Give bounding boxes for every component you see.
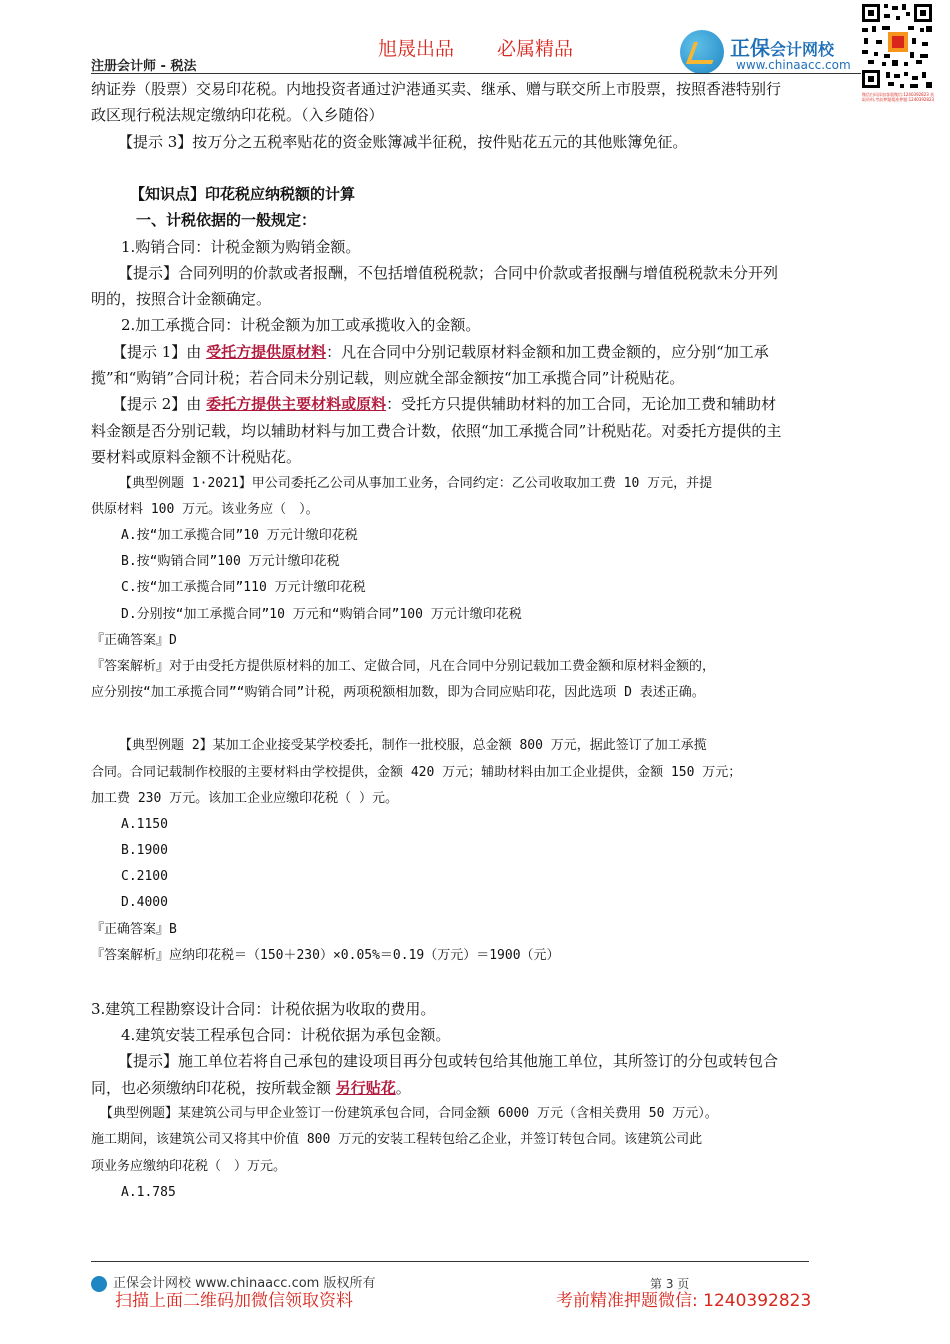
example-question: 项业务应缴纳印花税（ ）万元。 <box>91 1159 287 1174</box>
text-line: 4.建筑安装工程承包合同：计税依据为承包金额。 <box>121 1026 451 1044</box>
example-question: 供原材料 100 万元。该业务应（ ）。 <box>91 502 319 517</box>
text-line: 【提示 1】由 受托方提供原材料：凡在合同中分别记载原材料金额和加工费金额的，应分别“加工承 <box>112 343 769 361</box>
text-line: 2.加工承揽合同：计税金额为加工或承揽收入的金额。 <box>121 316 481 334</box>
header-brand-left: 旭晟出品 <box>378 38 455 60</box>
header-divider <box>91 73 861 74</box>
correct-answer: 『正确答案』B <box>91 922 177 937</box>
highlight-text: 委托方提供主要材料或原料 <box>206 395 387 413</box>
answer-analysis: 『答案解析』应纳印花税＝（150＋230）×0.05%＝0.19（万元）＝1900（元） <box>91 948 560 963</box>
logo-name-sub: 会计网校 <box>770 40 835 59</box>
option-b: B.1900 <box>121 843 168 858</box>
text-line: 纳证券（股票）交易印花税。内地投资者通过沪港通买卖、继承、赠与联交所上市股票，按照香港特别行 <box>91 80 782 98</box>
option-a: A.1150 <box>121 817 168 832</box>
text-line: 料金额是否分别记载，均以辅助材料与加工费合计数，依照“加工承揽合同”计税贴花。对委托方提供的主 <box>91 422 782 440</box>
text-line: 【提示 3】按万分之五税率贴花的资金账簿减半征税，按件贴花五元的其他账簿免征。 <box>118 133 688 151</box>
option-a: A.1.785 <box>121 1185 176 1200</box>
chinaacc-logo <box>680 30 855 76</box>
example-question: 合同。合同记载制作校服的主要材料由学校提供，金额 420 万元；辅助材料由加工企业提供，金额 150 万元； <box>91 765 742 780</box>
option-c: C.按“加工承揽合同”110 万元计缴印花税 <box>121 580 366 595</box>
example-question: 施工期间，该建筑公司又将其中价值 800 万元的安装工程转包给乙企业，并签订转包合同。该建筑公司此 <box>91 1132 703 1147</box>
text-line: 同，也必须缴纳印花税，按所载金额 另行贴花。 <box>91 1079 411 1097</box>
text-line: 【提示 2】由 委托方提供主要材料或原料：受托方只提供辅助材料的加工合同，无论加工费和辅助材 <box>112 395 777 413</box>
option-b: B.按“购销合同”100 万元计缴印花税 <box>121 554 340 569</box>
text-line: 要材料或原料金额不计税贴花。 <box>91 448 302 466</box>
answer-analysis: 应分别按“加工承揽合同”“购销合同”计税，两项税额相加数，即为合同应贴印花，因此选项 D 表述正确。 <box>91 685 705 700</box>
correct-answer: 『正确答案』D <box>91 633 177 648</box>
footer-promo-right: 考前精准押题微信: 1240392823 <box>556 1291 812 1311</box>
text-line: 【提示】施工单位若将自己承包的建设项目再分包或转包给其他施工单位，其所签订的分包或转包合 <box>118 1052 779 1070</box>
example-question: 【典型例题 1·2021】甲公司委托乙公司从事加工业务，合同约定：乙公司收取加工费 10 万元，并提 <box>119 476 713 491</box>
logo-emblem-icon <box>680 30 724 74</box>
example-question: 【典型例题 2】某加工企业接受某学校委托，制作一批校服，总金额 800 万元，据此签订了加工承揽 <box>119 738 707 753</box>
text-line: 1.购销合同：计税金额为购销金额。 <box>121 238 361 256</box>
highlight-text: 受托方提供原材料 <box>206 343 327 361</box>
text-line: 揽”和“购销”合同计税；若合同未分别记载，则应就全部金额按“加工承揽合同”计税贴花。 <box>91 369 685 387</box>
header-brand-right: 必属精品 <box>497 38 574 60</box>
footer-copyright: 正保会计网校 www.chinaacc.com 版权所有 <box>91 1272 375 1292</box>
text-line: 明的，按照合计金额确定。 <box>91 290 272 308</box>
qr-code-icon <box>860 2 934 90</box>
example-question: 加工费 230 万元。该加工企业应缴印花税（ ）元。 <box>91 791 398 806</box>
example-question: 【典型例题】某建筑公司与甲企业签订一份建筑承包合同，合同金额 6000 万元（含相关费用 50 万元）。 <box>100 1106 718 1121</box>
logo-name: 正保 <box>730 36 770 60</box>
logo-url: www.chinaacc.com <box>736 58 851 72</box>
option-c: C.2100 <box>121 869 168 884</box>
text-line: 3.建筑工程勘察设计合同：计税依据为收取的费用。 <box>91 1000 436 1018</box>
option-d: D.4000 <box>121 895 168 910</box>
subsection-heading: 一、计税依据的一般规定： <box>136 211 317 229</box>
subject-title: 注册会计师 - 税法 <box>91 59 197 74</box>
text-line: 政区现行税法规定缴纳印花税。（入乡随俗） <box>91 106 384 124</box>
page-number: 第 3 页 <box>650 1277 690 1291</box>
footer-logo-icon <box>91 1276 107 1292</box>
footer-promo-left: 扫描上面二维码加微信领取资料 <box>115 1291 353 1311</box>
text-line: 【提示】合同列明的价款或者报酬，不包括增值税税款；合同中价款或者报酬与增值税税款未分开列 <box>118 264 779 282</box>
answer-analysis: 『答案解析』对于由受托方提供原材料的加工、定做合同，凡在合同中分别记载加工费金额和原材料金额的， <box>91 659 716 674</box>
option-a: A.按“加工承揽合同”10 万元计缴印花税 <box>121 528 358 543</box>
footer-divider <box>91 1261 809 1262</box>
option-d: D.分别按“加工承揽合同”10 万元和“购销合同”100 万元计缴印花税 <box>121 607 522 622</box>
section-heading: 【知识点】印花税应纳税额的计算 <box>130 185 356 203</box>
highlight-text: 另行贴花 <box>335 1079 396 1097</box>
qr-caption: 微信扫码添加客服微信:1240392823 获取资料,考前押题精准押题:1240392823 <box>862 92 935 102</box>
